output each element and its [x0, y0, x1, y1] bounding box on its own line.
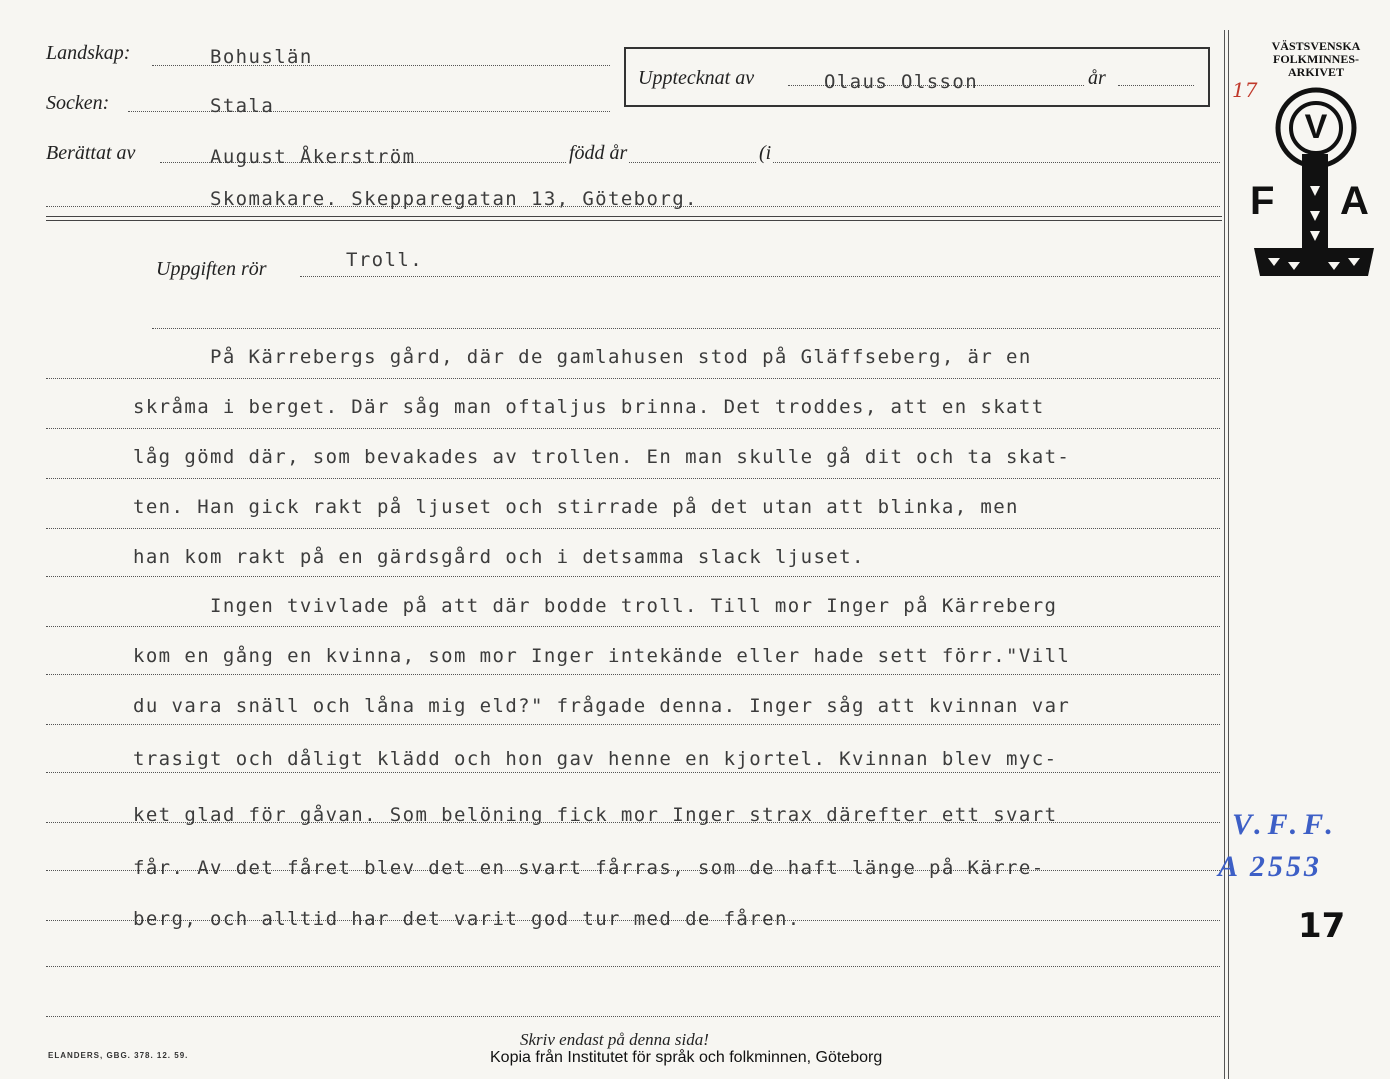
archive-logo-icon — [1244, 86, 1378, 286]
subject-line — [300, 276, 1220, 277]
handwritten-page-number: 17 — [1232, 78, 1258, 102]
ruled-line — [46, 966, 1220, 967]
archive-name — [1250, 40, 1382, 79]
margin-rule — [1228, 30, 1229, 1079]
subject-value: Troll. — [346, 249, 424, 271]
ruled-line — [46, 378, 1220, 379]
landskap-label: Landskap: — [46, 42, 131, 64]
upptecknat-value: Olaus Olsson — [824, 71, 979, 93]
archive-name-line: VÄSTSVENSKA — [1271, 39, 1361, 53]
berattat-value: August Åkerström — [210, 146, 416, 168]
archive-stamp-line2: A 2553 — [1218, 850, 1322, 883]
body-line: På Kärrebergs gård, där de gamlahusen stod på Gläffseberg, är en — [210, 346, 1032, 368]
logo-letter-f: F — [1250, 179, 1275, 223]
body-line: Ingen tvivlade på att där bodde troll. Till mor Inger på Kärreberg — [210, 595, 1058, 617]
footer-instruction: Skriv endast på denna sida! — [520, 1030, 709, 1049]
body-line: låg gömd där, som bevakades av trollen. En man skulle gå dit och ta skat- — [133, 446, 1071, 468]
archive-name-line: FOLKMINNES- — [1272, 52, 1359, 66]
socken-label: Socken: — [46, 92, 110, 114]
body-line: du vara snäll och låna mig eld?" frågade denna. Inger såg att kvinnan var — [133, 695, 1071, 717]
socken-value: Stala — [210, 95, 275, 117]
archive-stamp-line1: V.F.F. — [1232, 808, 1339, 841]
upptecknat-label: Upptecknat av — [638, 67, 755, 89]
logo-letter-v: V — [1304, 108, 1328, 146]
ruled-line — [46, 626, 1220, 627]
ruled-line — [46, 478, 1220, 479]
occupation-value: Skomakare. Skepparegatan 13, Göteborg. — [210, 188, 698, 210]
ruled-line — [46, 674, 1220, 675]
ruled-line — [46, 528, 1220, 529]
fodd-label: född år — [569, 142, 628, 164]
archive-name-line: ARKIVET — [1287, 65, 1344, 79]
recorder-box — [624, 47, 1210, 107]
subject-label: Uppgiften rör — [156, 258, 267, 280]
body-line: skråma i berget. Där såg man oftaljus brinna. Det troddes, att en skatt — [133, 396, 1045, 418]
ruled-line — [46, 724, 1220, 725]
body-line: kom en gång en kvinna, som mor Inger intekände eller hade sett förr."Vill — [133, 645, 1071, 667]
ar-label: år — [1088, 67, 1106, 89]
logo-letter-a: A — [1340, 179, 1369, 223]
printer-note: ELANDERS, GBG. 378. 12. 59. — [48, 1051, 189, 1060]
margin-rule — [1224, 30, 1225, 1079]
page-number: 17 — [1298, 906, 1346, 946]
ruled-line — [46, 1016, 1220, 1017]
body-line: berg, och alltid har det varit god tur med de fåren. — [133, 908, 801, 930]
socken-line — [128, 111, 610, 112]
copy-note: Kopia från Institutet för språk och folkminnen, Göteborg — [490, 1049, 883, 1066]
body-line: han kom rakt på en gärdsgård och i detsamma slack ljuset. — [133, 546, 865, 568]
header-rule-bottom — [46, 220, 1222, 221]
fodd-paren: (i — [759, 142, 772, 164]
header-rule-top — [46, 216, 1222, 217]
subject-line-2 — [152, 328, 1220, 329]
body-line: trasigt och dåligt klädd och hon gav henne en kjortel. Kvinnan blev myc- — [133, 748, 1058, 770]
berattat-label: Berättat av — [46, 142, 136, 164]
body-line: ten. Han gick rakt på ljuset och stirrade på det utan att blinka, men — [133, 496, 1019, 518]
body-line: ket glad för gåvan. Som belöning fick mor Inger strax därefter ett svart — [133, 804, 1058, 826]
ruled-line — [46, 576, 1220, 577]
body-line: får. Av det fåret blev det en svart fårras, som de haft länge på Kärre- — [133, 857, 1045, 879]
ruled-line — [46, 772, 1220, 773]
ar-line — [1118, 85, 1194, 86]
landskap-value: Bohuslän — [210, 46, 313, 68]
ruled-line — [46, 428, 1220, 429]
